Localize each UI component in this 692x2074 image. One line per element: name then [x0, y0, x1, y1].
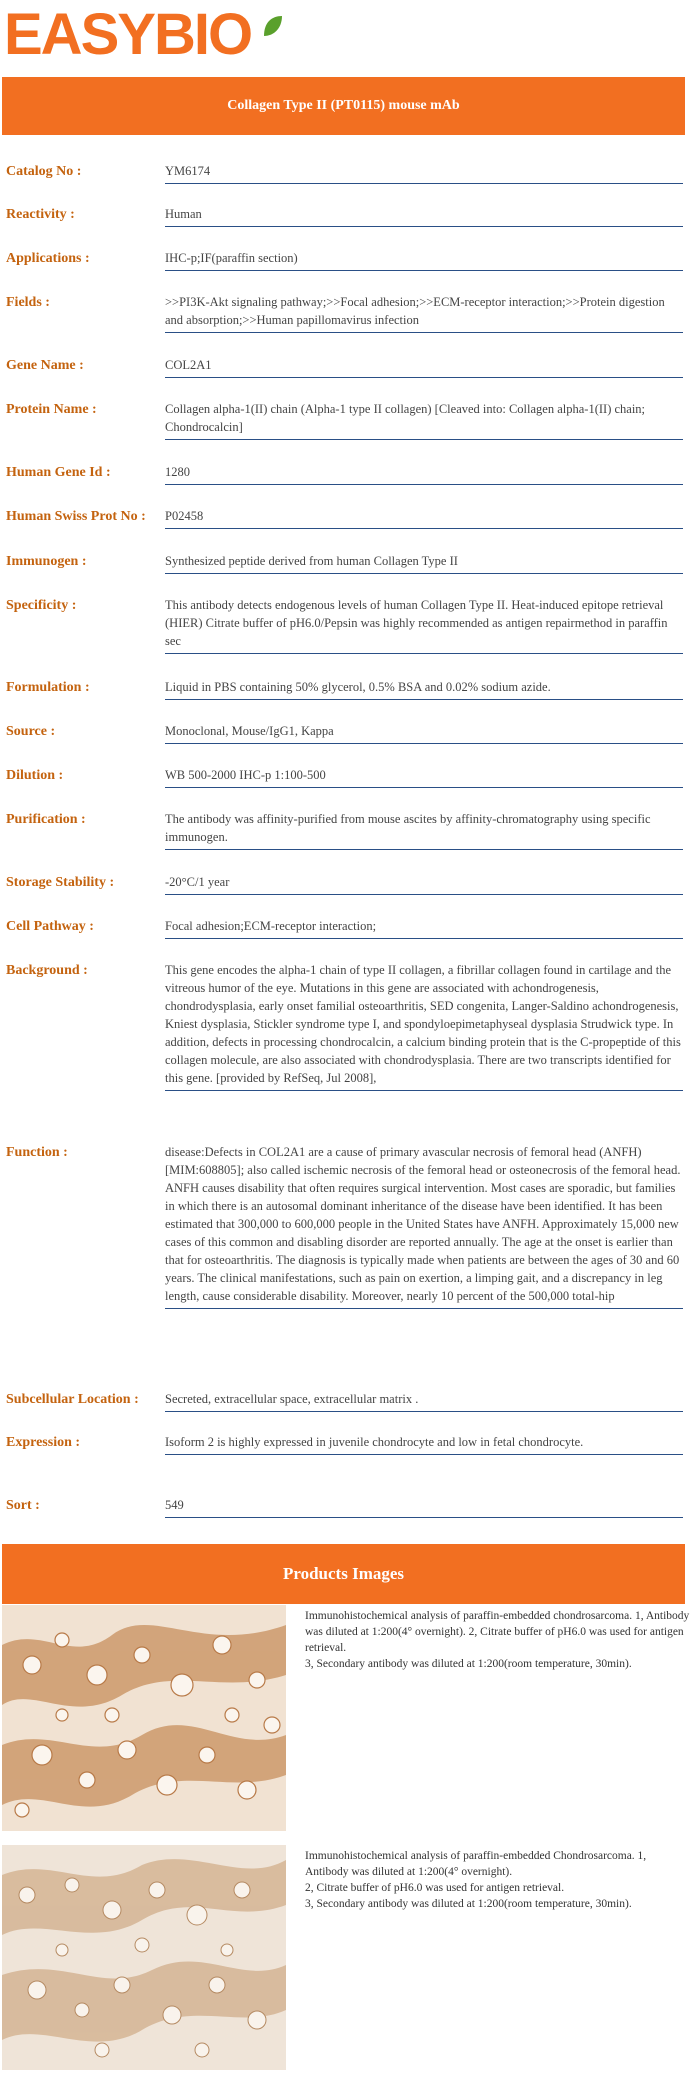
field-value: Collagen alpha-1(II) chain (Alpha-1 type II collagen) [Cleaved into: Collagen alpha-1(II) chain; Chondrocalcin]	[165, 400, 683, 440]
field-value: YM6174	[165, 162, 683, 184]
field-label: Specificity :	[6, 598, 77, 613]
field-label: Purification :	[6, 812, 86, 827]
brand-name: EASYBIO	[4, 2, 252, 67]
field-label: Human Swiss Prot No :	[6, 509, 146, 524]
field-label: Subcellular Location :	[6, 1392, 139, 1407]
product-title: Collagen Type II (PT0115) mouse mAb	[227, 98, 460, 113]
field-label: Formulation :	[6, 680, 90, 695]
field-label: Source :	[6, 724, 56, 739]
field-value: disease:Defects in COL2A1 are a cause of primary avascular necrosis of femoral head (ANFH) [MIM:608805]; also called ischemic necrosis of the femoral head or osteonecrosis of the femoral head. ANFH causes disability that often requires surgical intervention. Most cases are sporadic, but families in which there is an autosomal dominant inheritance of the disease have been identified. It has been estimated that 300,000 to 600,000 people in the United States have ANFH. Approximately 15,000 new cases of this common and disabling disorder are reported annually. The age at the onset is earlier than that for osteoarthritis. The diagnosis is typically made when patients are between the ages of 30 and 60 years. The clinical manifestations, such as pain on exertion, a limping gait, and a discrepancy in leg length, cause considerable disability. Moreover, nearly 10 percent of the 500,000 total-hip	[165, 1143, 683, 1309]
caption-line: Immunohistochemical analysis of paraffin-embedded Chondrosarcoma. 1, Antibody was diluted at 1:200(4° overnight).	[305, 1850, 647, 1878]
field-label: Catalog No :	[6, 164, 82, 179]
field-value: Liquid in PBS containing 50% glycerol, 0.5% BSA and 0.02% sodium azide.	[165, 678, 683, 700]
products-images-title: Products Images	[282, 1564, 405, 1583]
field-value: Secreted, extracellular space, extracellular matrix .	[165, 1390, 683, 1412]
ihc-image-2	[2, 1845, 286, 2070]
field-value: WB 500-2000 IHC-p 1:100-500	[165, 766, 683, 788]
field-value: P02458	[165, 507, 683, 529]
ihc-caption-2	[305, 1848, 690, 1912]
caption-line: Immunohistochemical analysis of paraffin-embedded chondrosarcoma. 1, Antibody was diluted at 1:200(4° overnight). 2, Citrate buffer of pH6.0 was used for antigen retrieval.	[305, 1610, 690, 1654]
field-value: This antibody detects endogenous levels of human Collagen Type II. Heat-induced epitope retrieval (HIER) Citrate buffer of pH6.0/Pepsin was highly recommended as antigen repairmethod in paraffin sec	[165, 596, 683, 654]
product-title-banner	[2, 77, 685, 135]
field-value: 549	[165, 1496, 683, 1518]
field-label: Human Gene Id :	[6, 465, 111, 480]
caption-line: 2, Citrate buffer of pH6.0 was used for antigen retrieval.	[305, 1882, 565, 1894]
field-label: Fields :	[6, 295, 50, 310]
field-label: Function :	[6, 1145, 68, 1160]
field-value: The antibody was affinity-purified from mouse ascites by affinity-chromatography using specific immunogen.	[165, 810, 683, 850]
field-value: Focal adhesion;ECM-receptor interaction;	[165, 917, 683, 939]
products-images-banner	[2, 1544, 685, 1604]
leaf-icon	[262, 14, 284, 38]
field-label: Cell Pathway :	[6, 919, 94, 934]
field-label: Storage Stability :	[6, 875, 115, 890]
field-value: COL2A1	[165, 356, 683, 378]
caption-line: 3, Secondary antibody was diluted at 1:200(room temperature, 30min).	[305, 1658, 632, 1670]
field-label: Expression :	[6, 1435, 81, 1450]
field-label: Background :	[6, 963, 88, 978]
brand-logo	[4, 4, 304, 66]
field-label: Dilution :	[6, 768, 64, 783]
field-label: Reactivity :	[6, 207, 75, 222]
field-value: Synthesized peptide derived from human Collagen Type II	[165, 552, 683, 574]
field-label: Immunogen :	[6, 554, 87, 569]
field-value: >>PI3K-Akt signaling pathway;>>Focal adhesion;>>ECM-receptor interaction;>>Protein digestion and absorption;>>Human papillomavirus infection	[165, 293, 683, 333]
field-label: Sort :	[6, 1498, 40, 1513]
field-label: Applications :	[6, 251, 90, 266]
field-value: This gene encodes the alpha-1 chain of type II collagen, a fibrillar collagen found in cartilage and the vitreous humor of the eye. Mutations in this gene are associated with achondrogenesis, chondrodysplasia, early onset familial osteoarthritis, SED congenita, Langer-Saldino achondrogenesis, Kniest dysplasia, Stickler syndrome type I, and spondyloepimetaphyseal dysplasia Strudwick type. In addition, defects in processing chondrocalcin, a calcium binding protein that is the C-propeptide of this collagen molecule, are also associated with chondrodysplasia. There are two transcripts identified for this gene. [provided by RefSeq, Jul 2008],	[165, 961, 683, 1091]
caption-line: 3, Secondary antibody was diluted at 1:200(room temperature, 30min).	[305, 1898, 632, 1910]
field-value: IHC-p;IF(paraffin section)	[165, 249, 683, 271]
ihc-caption-1	[305, 1608, 690, 1672]
field-value: 1280	[165, 463, 683, 485]
field-label: Protein Name :	[6, 402, 97, 417]
ihc-image-1	[2, 1605, 286, 1831]
field-value: Isoform 2 is highly expressed in juvenile chondrocyte and low in fetal chondrocyte.	[165, 1433, 683, 1455]
field-value: -20°C/1 year	[165, 873, 683, 895]
field-value: Human	[165, 205, 683, 227]
field-label: Gene Name :	[6, 358, 84, 373]
field-value: Monoclonal, Mouse/IgG1, Kappa	[165, 722, 683, 744]
